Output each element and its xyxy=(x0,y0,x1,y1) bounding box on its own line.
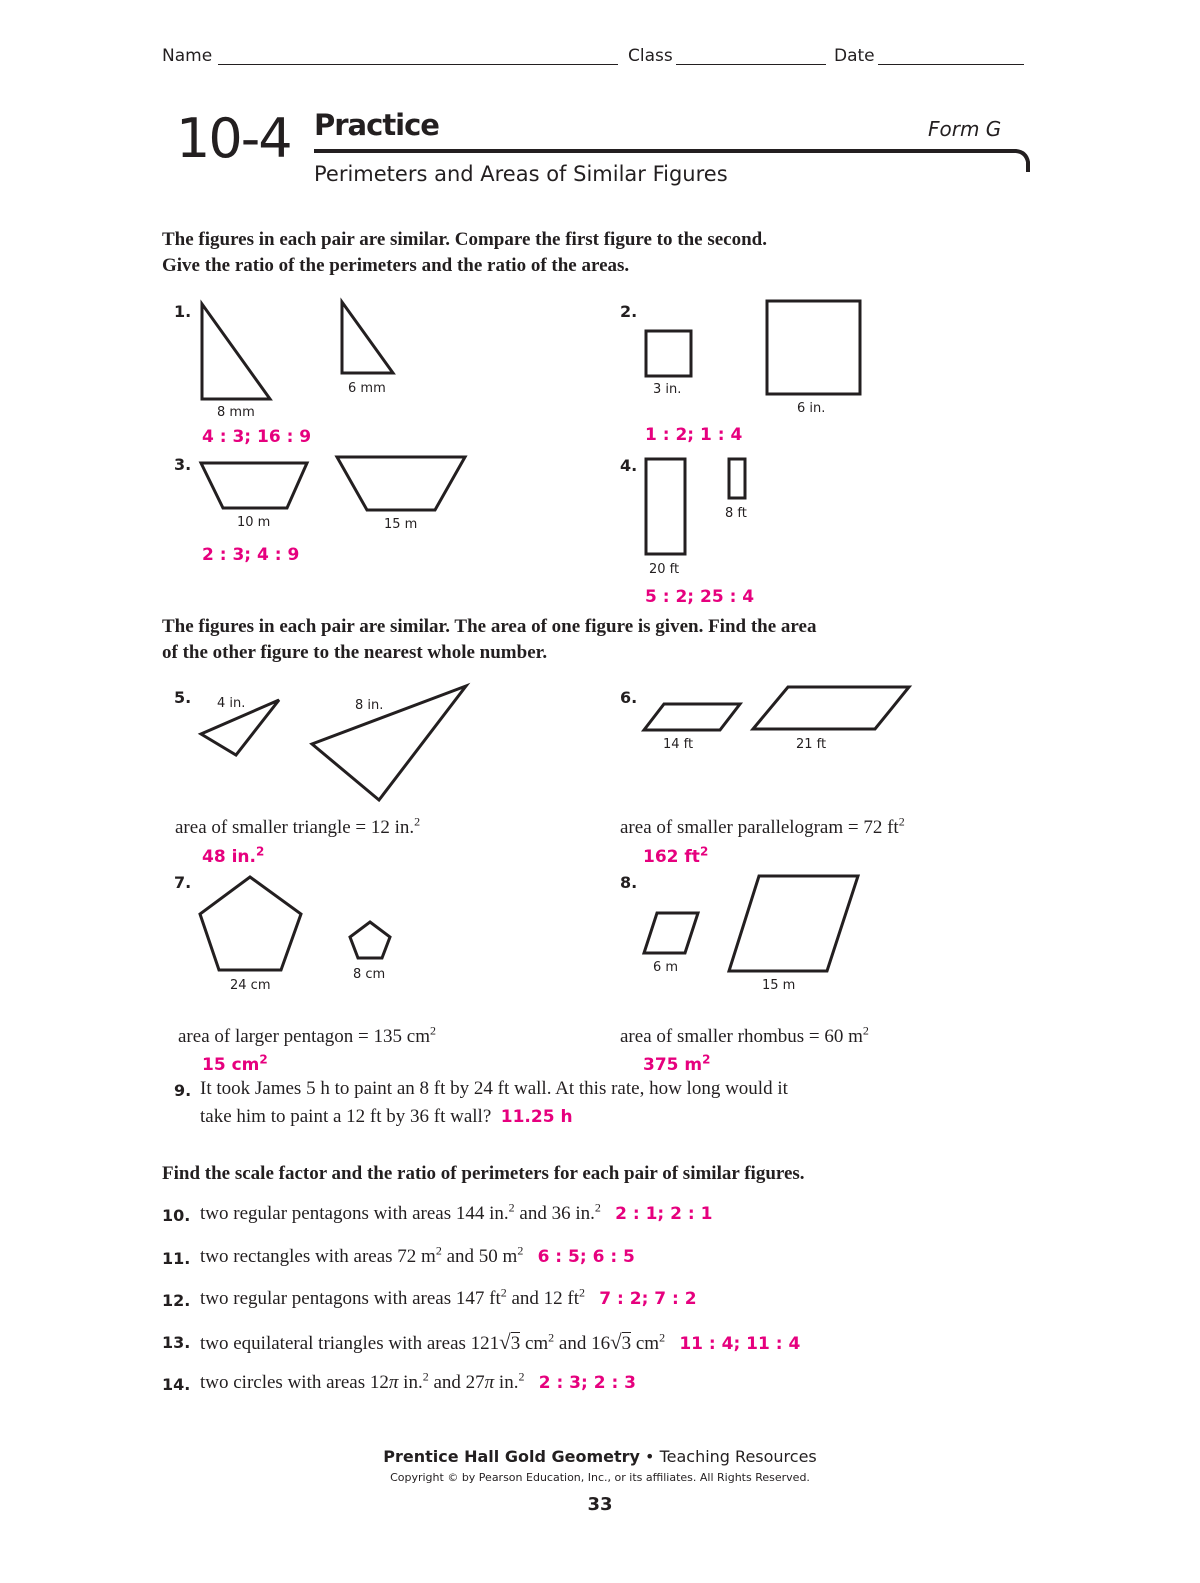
figure-label: 6 m xyxy=(653,960,679,975)
figure-label: 24 cm xyxy=(230,978,271,993)
answer: 162 $ft^2$ xyxy=(643,844,709,867)
problem-number: 8. xyxy=(620,873,638,892)
answer: 375 $m^2$ xyxy=(643,1052,711,1075)
problem-number: 5. xyxy=(174,688,192,707)
section3-instructions: Find the scale factor and the ratio of perimeters for each pair of similar figures. xyxy=(162,1163,805,1184)
figure-label: 8 cm xyxy=(353,967,386,982)
problem-number: 9. xyxy=(174,1081,192,1100)
problem-number: 11. xyxy=(162,1249,191,1268)
figure-label: 14 ft xyxy=(663,737,694,752)
given-area: area of larger pentagon = 135 $cm^2$ xyxy=(178,1023,436,1047)
problem-statement: two regular pentagons with areas 144 in.$^2$ and 36 in.$^2$ 2 : 1; 2 : 1 xyxy=(200,1200,713,1224)
figure-label: 8 ft xyxy=(725,506,747,521)
problem-number: 6. xyxy=(620,688,638,707)
figure-label: 8 mm xyxy=(217,405,255,420)
problem-number: 12. xyxy=(162,1291,191,1310)
figure-label: 8 in. xyxy=(355,698,384,713)
given-area: area of smaller parallelogram = 72 $ft^2$ xyxy=(620,814,905,838)
word-problem-line2: take him to paint a 12 ft by 36 ft wall? 11.25 h xyxy=(200,1106,573,1127)
answer: 15 $cm^2$ xyxy=(202,1052,268,1075)
figure-label: 6 in. xyxy=(797,401,826,416)
large-rhombus xyxy=(0,0,1,1)
answer: 2 : 3; 2 : 3 xyxy=(538,1373,637,1393)
answer: 5 : 2; 25 : 4 xyxy=(645,587,755,607)
word-problem-line1: It took James 5 h to paint an 8 ft by 24 ft wall. At this rate, how long would it xyxy=(200,1078,788,1099)
figure-label: 4 in. xyxy=(217,696,246,711)
problem-statement: two rectangles with areas 72 $m^2$ and 50 $m^2$ 6 : 5; 6 : 5 xyxy=(200,1243,635,1267)
page-subtitle: Perimeters and Areas of Similar Figures xyxy=(314,162,728,186)
figure-label: 20 ft xyxy=(649,562,680,577)
figure-label: 6 mm xyxy=(348,381,386,396)
figure-label: 21 ft xyxy=(796,737,827,752)
answer: 2 : 3; 4 : 9 xyxy=(202,545,300,565)
problem-statement: two circles with areas 12π in.$^2$ and 27π in.$^2$ 2 : 3; 2 : 3 xyxy=(200,1369,637,1393)
lesson-number: 10-4 xyxy=(176,107,291,170)
section1-instructions-2: Give the ratio of the perimeters and the ratio of the areas. xyxy=(162,255,630,276)
answer: 48 in.$^2$ xyxy=(202,844,265,867)
answer: 11 : 4; 11 : 4 xyxy=(679,1334,801,1354)
section2-instructions-1: The figures in each pair are similar. The area of one figure is given. Find the area xyxy=(162,616,817,637)
problem-number: 13. xyxy=(162,1333,191,1352)
given-area: area of smaller rhombus = 60 $m^2$ xyxy=(620,1023,869,1047)
section1-instructions-1: The figures in each pair are similar. Compare the first figure to the second. xyxy=(162,229,767,250)
answer: 1 : 2; 1 : 4 xyxy=(645,425,743,445)
answer: 11.25 h xyxy=(500,1107,573,1127)
answer: 2 : 1; 2 : 1 xyxy=(615,1204,713,1224)
figure-label: 10 m xyxy=(237,515,271,530)
given-area: area of smaller triangle = 12 in.$^2$ xyxy=(175,814,421,838)
page-number: 33 xyxy=(587,1494,613,1515)
form-label: Form G xyxy=(928,117,1002,141)
problem-number: 10. xyxy=(162,1206,191,1225)
problem-number: 14. xyxy=(162,1375,191,1394)
answer: 6 : 5; 6 : 5 xyxy=(537,1247,635,1267)
figure-label: 15 m xyxy=(384,517,418,532)
problem-number: 2. xyxy=(620,302,638,321)
page-title: Practice xyxy=(314,108,439,142)
problem-number: 4. xyxy=(620,456,638,475)
date-label: Date xyxy=(834,46,875,66)
figure-label: 15 m xyxy=(762,978,796,993)
figure-label: 3 in. xyxy=(653,382,682,397)
section2-instructions-2: of the other figure to the nearest whole number. xyxy=(162,642,548,663)
problem-statement: two equilateral triangles with areas 121√3 $cm^2$ and 16√3 $cm^2$ 11 : 4; 11 : 4 xyxy=(200,1330,801,1354)
problem-number: 1. xyxy=(174,302,192,321)
name-label: Name xyxy=(162,46,213,66)
problem-statement: two regular pentagons with areas 147 $ft^2$ and 12 $ft^2$ 7 : 2; 7 : 2 xyxy=(200,1285,697,1309)
answer: 7 : 2; 7 : 2 xyxy=(599,1289,697,1309)
footer-copyright: Copyright © by Pearson Education, Inc., or its affiliates. All Rights Reserved. xyxy=(390,1471,810,1484)
answer: 4 : 3; 16 : 9 xyxy=(202,427,312,447)
class-label: Class xyxy=(628,46,673,66)
problem-number: 3. xyxy=(174,455,192,474)
footer-book: Prentice Hall Gold Geometry • Teaching Resources xyxy=(383,1447,817,1466)
problem-number: 7. xyxy=(174,873,192,892)
